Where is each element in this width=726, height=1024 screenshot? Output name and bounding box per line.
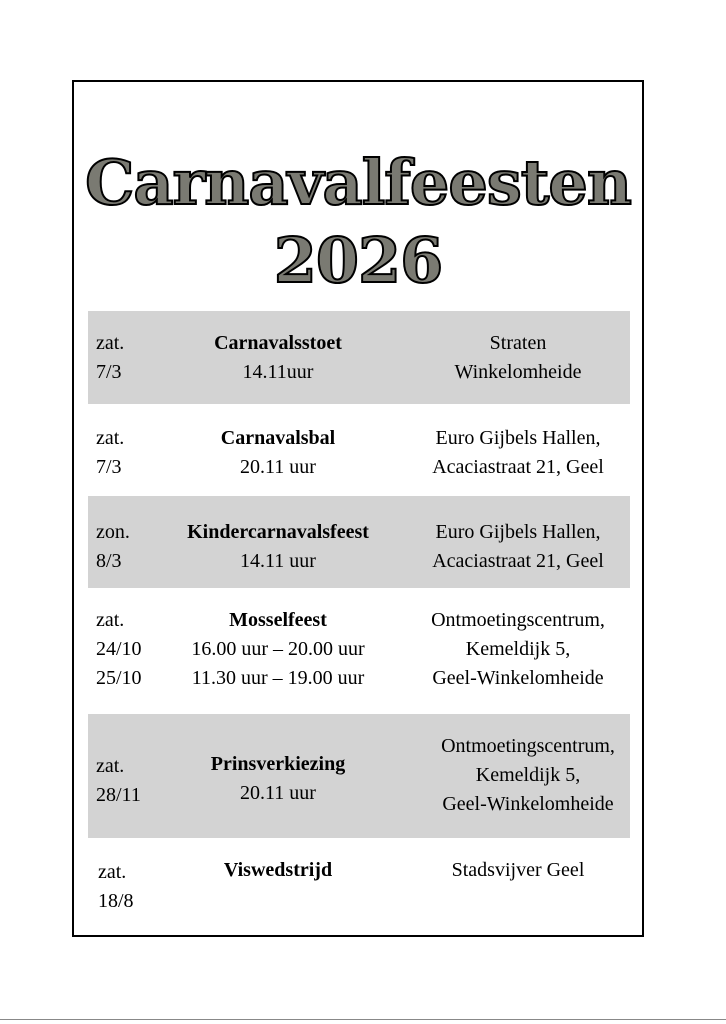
event-row-viswedstrijd <box>88 838 630 928</box>
event-location: Euro Gijbels Hallen, Acaciastraat 21, Geel <box>432 521 604 572</box>
event-time: 20.11 uur <box>240 456 316 478</box>
event-name: Kindercarnavalsfeest <box>187 521 369 543</box>
event-location: Stadsvijver Geel <box>451 859 585 881</box>
event-info <box>148 518 408 576</box>
event-name: Mosselfeest <box>229 609 327 631</box>
event-date: zat. 7/3 <box>96 427 125 478</box>
event-time: 14.11 uur <box>240 550 316 572</box>
poster-title: Carnavalfeesten <box>85 146 631 219</box>
event-date: zat. 28/11 <box>96 755 141 806</box>
event-row-prinsverkiezing <box>88 714 630 838</box>
poster-year: 2026 <box>273 224 443 297</box>
event-time: 11.30 uur – 19.00 uur <box>191 667 365 689</box>
event-date: zat. 7/3 <box>96 332 125 383</box>
event-location: Straten Winkelomheide <box>454 332 582 383</box>
poster-frame <box>72 80 644 937</box>
event-info <box>148 424 408 482</box>
event-info <box>148 856 408 885</box>
page-bottom-rule <box>0 1019 726 1020</box>
event-info <box>148 750 408 808</box>
event-location: Euro Gijbels Hallen, Acaciastraat 21, Geel <box>432 427 604 478</box>
event-time: 16.00 uur – 20.00 uur <box>191 638 365 660</box>
event-info <box>148 606 408 693</box>
event-date: zat. 24/10 25/10 <box>96 609 142 689</box>
event-name: Prinsverkiezing <box>210 753 346 775</box>
event-time: 20.11 uur <box>240 782 316 804</box>
event-name: Carnavalsbal <box>220 427 336 449</box>
event-location: Ontmoetingscentrum, Kemeldijk 5, Geel-Winkelomheide <box>431 609 605 689</box>
event-date: zon. 8/3 <box>96 521 130 572</box>
event-time: 14.11uur <box>242 361 314 383</box>
event-name: Viswedstrijd <box>223 859 333 881</box>
event-row-mosselfeest <box>88 588 630 714</box>
event-date: zat. 18/8 <box>98 861 134 912</box>
event-location: Ontmoetingscentrum, Kemeldijk 5, Geel-Winkelomheide <box>441 735 615 815</box>
event-row-kindercarnavalsfeest <box>88 496 630 588</box>
event-name: Carnavalsstoet <box>214 332 342 354</box>
event-row-carnavalsstoet <box>88 311 630 404</box>
event-info <box>148 329 408 387</box>
event-row-carnavalsbal <box>88 404 630 496</box>
